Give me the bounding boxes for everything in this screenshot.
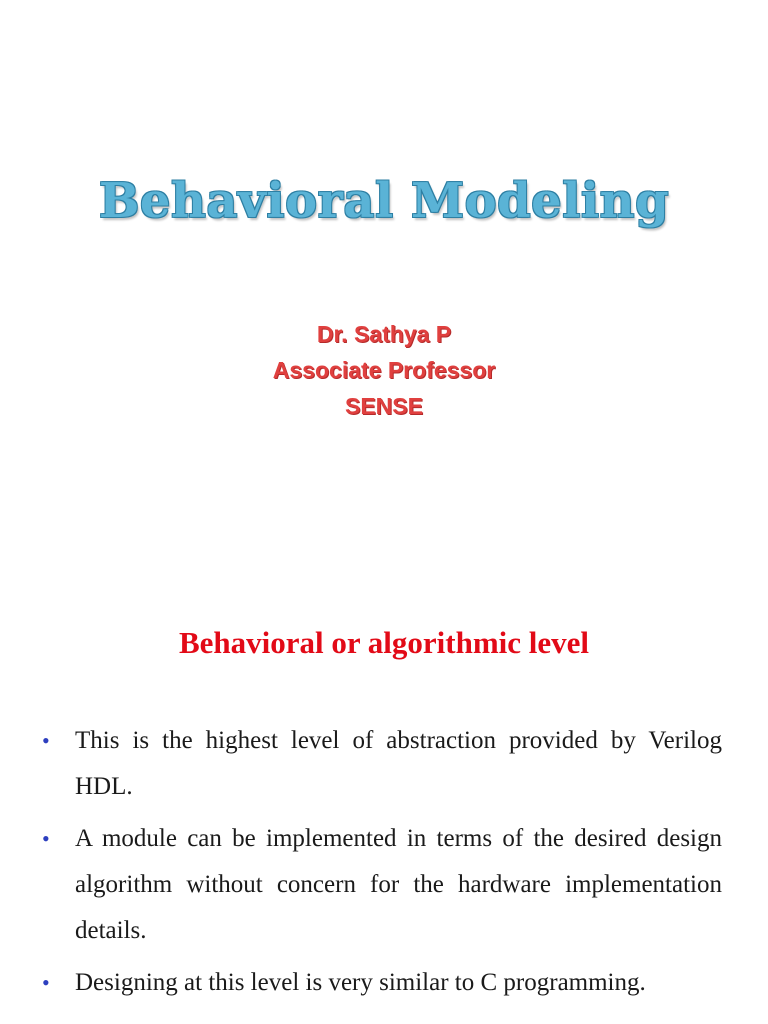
bullet-dot-icon: •: [42, 970, 50, 995]
bullet-item: [42, 718, 722, 810]
author-block: [0, 316, 768, 424]
bullet-dot-icon: •: [42, 728, 50, 753]
author-department: SENSE: [345, 393, 423, 419]
bullet-item: [42, 960, 722, 1006]
bullet-text: This is the highest level of abstraction provided by Verilog HDL.: [75, 727, 722, 800]
slide-title: Behavioral Modeling: [98, 173, 670, 229]
bullet-item: [42, 816, 722, 954]
author-position: Associate Professor: [272, 357, 496, 383]
bullet-text: A module can be implemented in terms of the desired design algorithm without concern for the hardware implementation details.: [75, 825, 722, 944]
slide-heading: Behavioral or algorithmic level: [178, 625, 590, 660]
bullet-dot-icon: •: [42, 826, 50, 851]
content-slide: [0, 560, 768, 1024]
author-name: Dr. Sathya P: [316, 321, 452, 347]
bullet-list: [42, 718, 722, 1012]
bullet-text: Designing at this level is very similar to C programming.: [75, 969, 646, 996]
